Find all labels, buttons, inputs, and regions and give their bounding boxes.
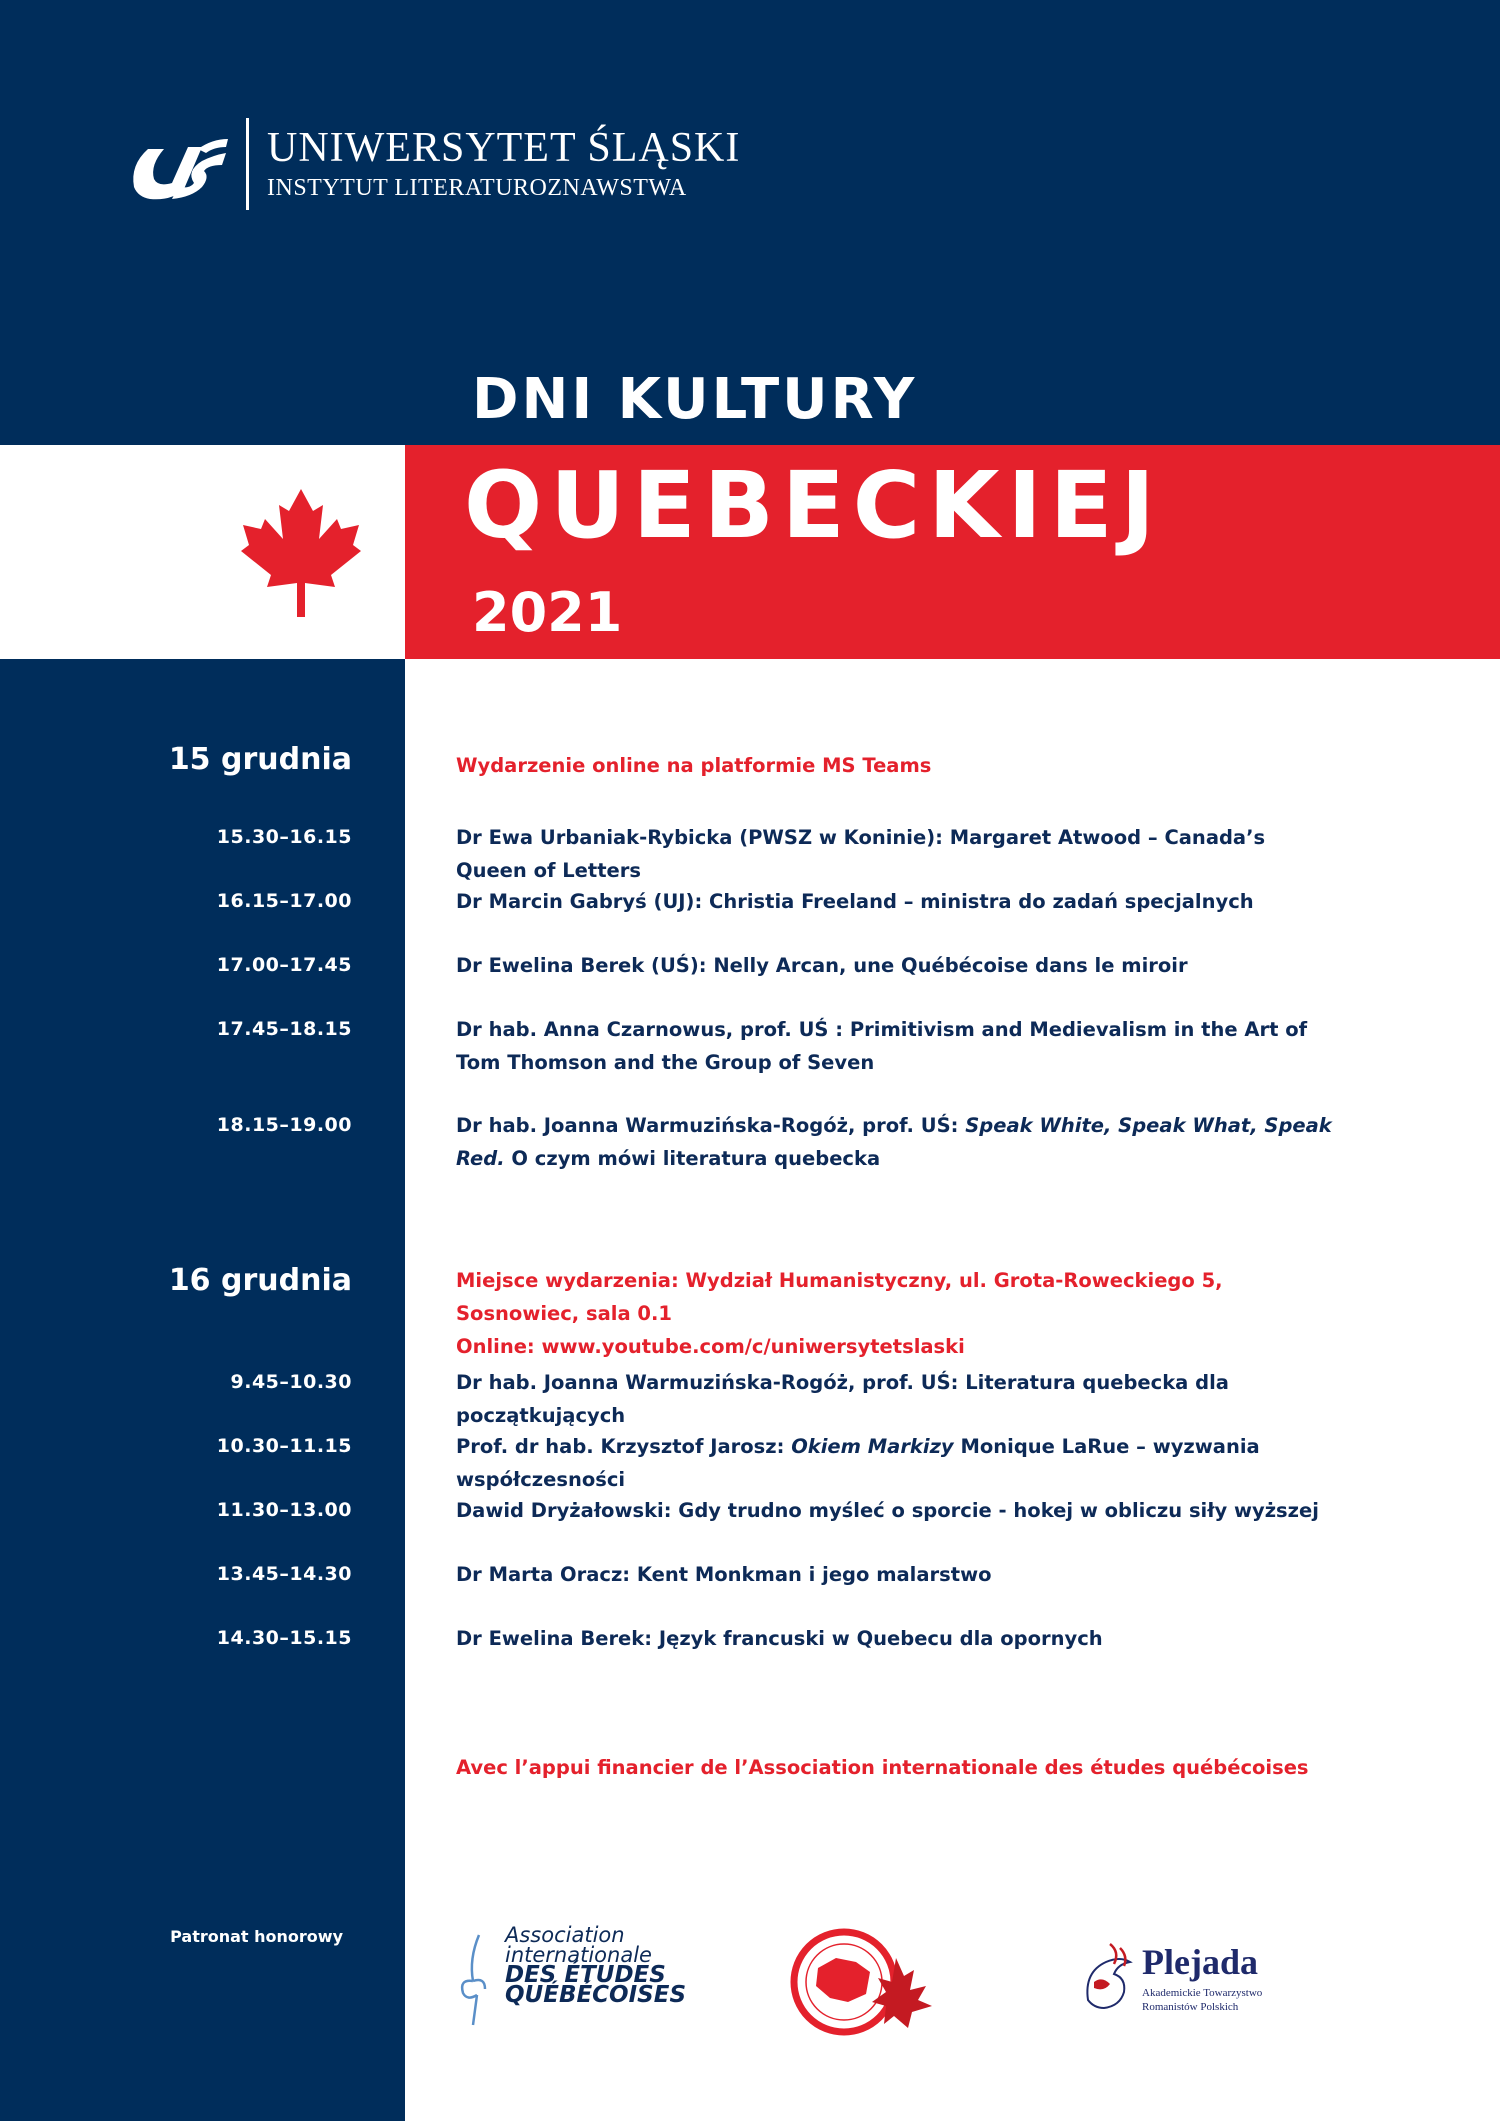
session-text: Dr hab. Anna Czarnowus, prof. UŚ : Primitivism and Medievalism in the Art of Tom Thomson and the Group of Seven (456, 1018, 1308, 1074)
us-logo-icon (128, 125, 228, 203)
aieq-line4: QUÉBÉCOISES (505, 1982, 687, 2008)
session-topic: Monique LaRue – wyzwania współczesności (456, 1435, 1260, 1491)
patronage-label: Patronat honorowy (170, 1927, 343, 1946)
plejada-subtitle (1142, 1986, 1262, 2014)
aieq-line1: Association (505, 1923, 625, 1947)
session-time: 18.15–19.00 (216, 1114, 352, 1136)
session-time: 15.30–16.15 (216, 826, 352, 848)
aieq-line2: internationale (505, 1943, 652, 1967)
day2-online-link: Online: www.youtube.com/c/uniwersytetslaski (456, 1335, 965, 1358)
fleur-de-lis-icon (455, 1929, 503, 2029)
maple-leaf-icon (240, 487, 362, 619)
session-speaker: Dr hab. Joanna Warmuzińska-Rogóż, prof. UŚ: (456, 1114, 966, 1137)
session-time: 17.00–17.45 (216, 954, 352, 976)
financial-support-note: Avec l’appui financier de l’Association internationale des études québécoises (456, 1756, 1309, 1779)
session-topic: O czym mówi literatura quebecka (504, 1147, 881, 1170)
session-text: Dawid Dryżałowski: Gdy trudno myśleć o sporcie - hokej w obliczu siły wyższej (456, 1499, 1319, 1522)
title-year: 2021 (472, 581, 623, 644)
session-time: 10.30–11.15 (216, 1435, 352, 1457)
session-text (456, 1430, 1336, 1496)
session-text: Dr Ewelina Berek: Język francuski w Quebecu dla opornych (456, 1627, 1103, 1650)
title-line1: DNI KULTURY (472, 367, 918, 432)
session-text: Dr Marcin Gabryś (UJ): Christia Freeland – ministra do zadań specjalnych (456, 890, 1254, 913)
day2-date: 16 grudnia (168, 1263, 352, 1298)
ptbk-logo (786, 1928, 938, 2040)
logo-divider (246, 118, 249, 210)
session-text: Dr Marta Oracz: Kent Monkman i jego malarstwo (456, 1563, 992, 1586)
session-time: 13.45–14.30 (216, 1563, 352, 1585)
session-text (456, 1109, 1336, 1175)
day1-date: 15 grudnia (168, 742, 352, 777)
plejada-logo (1080, 1942, 1280, 2022)
session-time: 9.45–10.30 (230, 1371, 352, 1393)
plejada-sub-line2: Romanistów Polskich (1142, 2001, 1239, 2013)
aieq-logo (455, 1923, 687, 2033)
plejada-name: Plejada (1142, 1942, 1258, 1982)
session-time: 16.15–17.00 (216, 890, 352, 912)
session-text: Dr Ewelina Berek (UŚ): Nelly Arcan, une Québécoise dans le miroir (456, 954, 1188, 977)
session-speaker: Prof. dr hab. Krzysztof Jarosz: (456, 1435, 792, 1458)
plejada-bird-icon (1080, 1942, 1136, 2016)
university-logo (128, 118, 740, 210)
session-time: 17.45–18.15 (216, 1018, 352, 1040)
university-name: UNIWERSYTET ŚLĄSKI (267, 125, 741, 171)
session-time: 11.30–13.00 (216, 1499, 352, 1521)
day1-note: Wydarzenie online na platformie MS Teams (456, 754, 932, 777)
aieq-line3: DES ÉTUDES (505, 1962, 666, 1988)
day2-note (456, 1264, 1336, 1363)
session-work-title: Okiem Markizy (791, 1435, 954, 1458)
title-line2: QUEBECKIEJ (464, 452, 1163, 559)
session-text: Dr hab. Joanna Warmuzińska-Rogóż, prof. UŚ: Literatura quebecka dla początkujących (456, 1371, 1229, 1427)
session-work-title: Speak White, Speak What, Speak Red. (456, 1114, 1332, 1170)
plejada-sub-line1: Akademickie Towarzystwo (1142, 1987, 1263, 1999)
session-text: Dr Ewa Urbaniak-Rybicka (PWSZ w Koninie): Margaret Atwood – Canada’s Queen of Letters (456, 826, 1266, 882)
day2-venue: Miejsce wydarzenia: Wydział Humanistyczny, ul. Grota-Roweckiego 5, Sosnowiec, sala 0.1 (456, 1269, 1223, 1325)
session-time: 14.30–15.15 (216, 1627, 352, 1649)
institute-name: INSTYTUT LITERATUROZNAWSTWA (267, 175, 687, 201)
